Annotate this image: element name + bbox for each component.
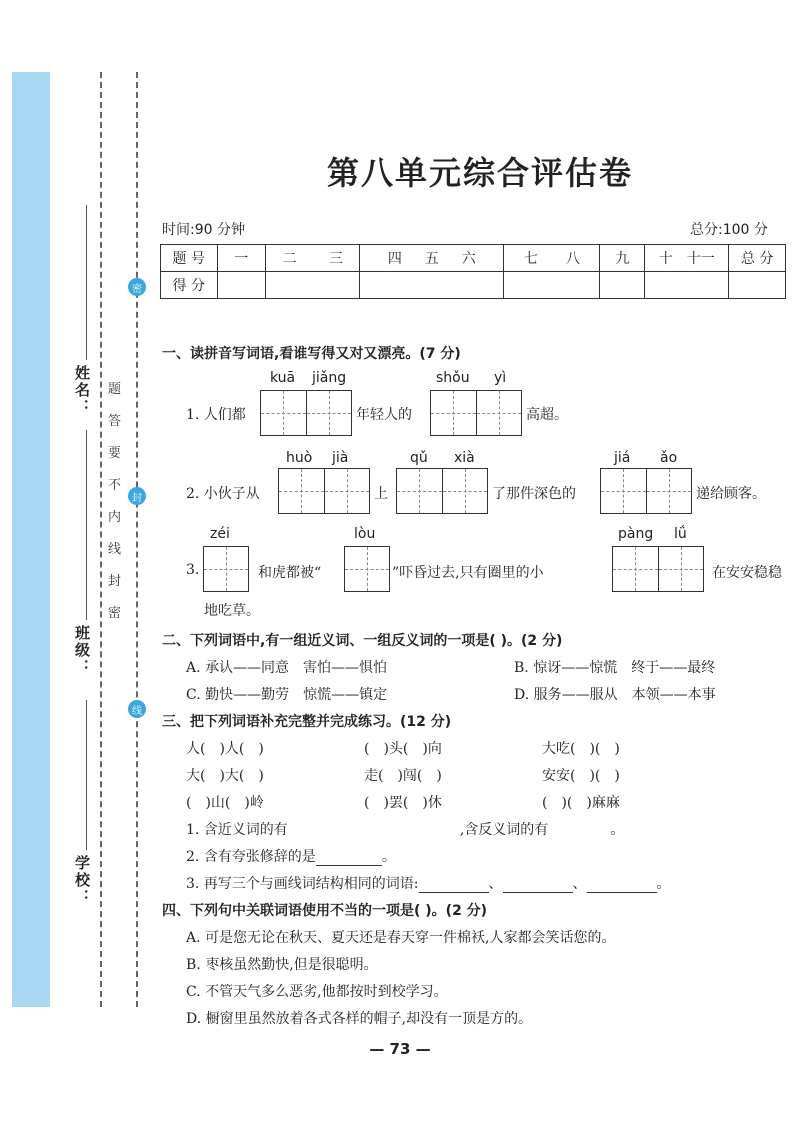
pinyin: qǔ — [410, 450, 428, 466]
q4-option-d[interactable]: D. 橱窗里虽然放着各式各样的帽子,却没有一顶是方的。 — [186, 1011, 533, 1027]
col-total: 总 分 — [729, 245, 786, 272]
name-label: 姓名： — [73, 365, 91, 416]
col-2-3: 二 三 — [266, 245, 360, 272]
q2-option-c[interactable]: C. 勤快——勤劳 惊慌——镇定 — [186, 687, 388, 703]
pinyin: yì — [494, 370, 507, 386]
q4-option-c[interactable]: C. 不管天气多么恶劣,他都按时到校学习。 — [186, 984, 448, 1000]
q3-word: ( )山( )岭 — [186, 795, 264, 811]
q1-3-cont: 地吃草。 — [204, 603, 260, 619]
pinyin: lòu — [354, 526, 376, 542]
score-cell[interactable] — [504, 272, 600, 299]
pinyin: shǒu — [436, 370, 470, 386]
q3-sub3: 3. 再写三个与画线词结构相同的词语: 、 、 。 — [186, 876, 671, 892]
q1-2-end: 递给顾客。 — [696, 486, 766, 502]
q3-word: 人( )人( ) — [186, 741, 264, 757]
tian-grid-lou[interactable] — [344, 546, 390, 592]
q1-1-text: 1. 人们都 — [186, 407, 246, 423]
q3-word: ( )头( )向 — [364, 741, 442, 757]
q1-2-mid1: 上 — [374, 486, 388, 502]
q4-option-a[interactable]: A. 可是您无论在秋天、夏天还是春天穿一件棉袄,人家都会笑话您的。 — [186, 930, 616, 946]
score-cell[interactable] — [217, 272, 266, 299]
seal-char: 内 — [108, 510, 122, 525]
q4-title: 四、下列句中关联词语使用不当的一项是( )。(2 分) — [162, 903, 488, 919]
page-title: 第八单元综合评估卷 — [326, 154, 633, 192]
q2-title: 二、下列词语中,有一组近义词、一组反义词的一项是( )。(2 分) — [162, 633, 563, 649]
school-label: 学校： — [73, 855, 91, 906]
seal-char: 不 — [108, 478, 122, 493]
score-cell[interactable] — [600, 272, 645, 299]
col-10-11: 十 十一 — [645, 245, 729, 272]
score-cell[interactable] — [645, 272, 729, 299]
row-label-number: 题 号 — [161, 245, 218, 272]
tian-grid-shouyi[interactable] — [430, 390, 522, 436]
pinyin: ǎo — [660, 450, 678, 466]
q2-option-b[interactable]: B. 惊讶——惊慌 终于——最终 — [514, 660, 716, 676]
q1-2-mid2: 了那件深色的 — [492, 486, 576, 502]
q3-title: 三、把下列词语补充完整并完成练习。(12 分) — [162, 714, 452, 730]
answer-blank[interactable] — [316, 849, 382, 866]
answer-blank[interactable] — [587, 876, 657, 893]
pinyin: jià — [332, 450, 349, 466]
q3-word: 大( )大( ) — [186, 768, 264, 784]
score-cell[interactable] — [729, 272, 786, 299]
q2-option-a[interactable]: A. 承认——同意 害怕——惧怕 — [186, 660, 388, 676]
cut-dash-line — [136, 72, 138, 1007]
q1-3-end: 在安安稳稳 — [712, 565, 782, 581]
col-4-6: 四 五 六 — [360, 245, 504, 272]
q4-option-b[interactable]: B. 枣核虽然勤快,但是很聪明。 — [186, 957, 378, 973]
exam-time: 时间:90 分钟 — [162, 222, 245, 238]
cut-mark-xian: 线 — [128, 700, 146, 718]
pinyin: zéi — [210, 526, 230, 542]
q3-word: 安安( )( ) — [542, 768, 620, 784]
pinyin: lǘ — [674, 526, 687, 542]
seal-char: 线 — [108, 542, 122, 557]
q1-3-mid2: ”吓昏过去,只有圈里的小 — [392, 565, 544, 581]
tian-grid-kuajiang[interactable] — [260, 390, 352, 436]
seal-char: 要 — [108, 446, 122, 461]
q1-title: 一、读拼音写词语,看谁写得又对又漂亮。(7 分) — [162, 346, 461, 362]
tian-grid-jiaao[interactable] — [600, 468, 692, 514]
pinyin: xià — [454, 450, 475, 466]
tian-grid-quxia[interactable] — [396, 468, 488, 514]
fold-dash-line — [100, 72, 102, 1007]
q1-3-mid1: 和虎都被“ — [258, 565, 322, 581]
pinyin: kuā — [270, 370, 296, 386]
q3-word: ( )( )麻麻 — [542, 795, 620, 811]
q1-2-text: 2. 小伙子从 — [186, 486, 260, 502]
seal-char: 题 — [108, 382, 122, 397]
cut-mark-feng: 封 — [128, 487, 146, 505]
exam-total: 总分:100 分 — [690, 222, 768, 238]
q3-word: ( )罢( )休 — [364, 795, 442, 811]
pinyin: pàng — [618, 526, 654, 542]
score-cell[interactable] — [360, 272, 504, 299]
q1-1-end: 高超。 — [526, 407, 568, 423]
answer-blank[interactable] — [419, 876, 489, 893]
q3-sub2: 2. 含有夸张修辞的是 。 — [186, 849, 396, 865]
page-number: — 73 — — [369, 1040, 431, 1058]
q3-sub1: 1. 含近义词的有 ,含反义词的有 。 — [186, 822, 625, 838]
seal-char: 封 — [108, 574, 122, 589]
sidebar-strip — [12, 72, 50, 1007]
q1-1-mid: 年轻人的 — [356, 407, 412, 423]
col-7-8: 七 八 — [504, 245, 600, 272]
q3-word: 大吃( )( ) — [542, 741, 620, 757]
tian-grid-huojia[interactable] — [278, 468, 370, 514]
class-label: 班级： — [73, 625, 91, 676]
school-line — [86, 700, 87, 850]
tian-grid-zei[interactable] — [203, 546, 249, 592]
class-line — [86, 430, 87, 620]
seal-char: 答 — [108, 414, 122, 429]
q1-3-text: 3. — [186, 562, 200, 578]
q3-word: 走( )闯( ) — [364, 768, 442, 784]
name-line — [86, 205, 87, 360]
col-9: 九 — [600, 245, 645, 272]
score-cell[interactable] — [266, 272, 360, 299]
col-1: 一 — [217, 245, 266, 272]
pinyin: huò — [286, 450, 313, 466]
q2-option-d[interactable]: D. 服务——服从 本领——本事 — [514, 687, 716, 703]
answer-blank[interactable] — [503, 876, 573, 893]
tian-grid-panglv[interactable] — [612, 546, 704, 592]
score-table-header-row — [161, 245, 786, 272]
seal-char: 密 — [108, 606, 122, 621]
cut-mark-mi: 密 — [128, 278, 146, 296]
pinyin: jiǎng — [312, 370, 347, 386]
score-table — [160, 244, 786, 299]
row-label-score: 得 分 — [161, 272, 218, 299]
score-table-score-row — [161, 272, 786, 299]
pinyin: jiá — [614, 450, 631, 466]
